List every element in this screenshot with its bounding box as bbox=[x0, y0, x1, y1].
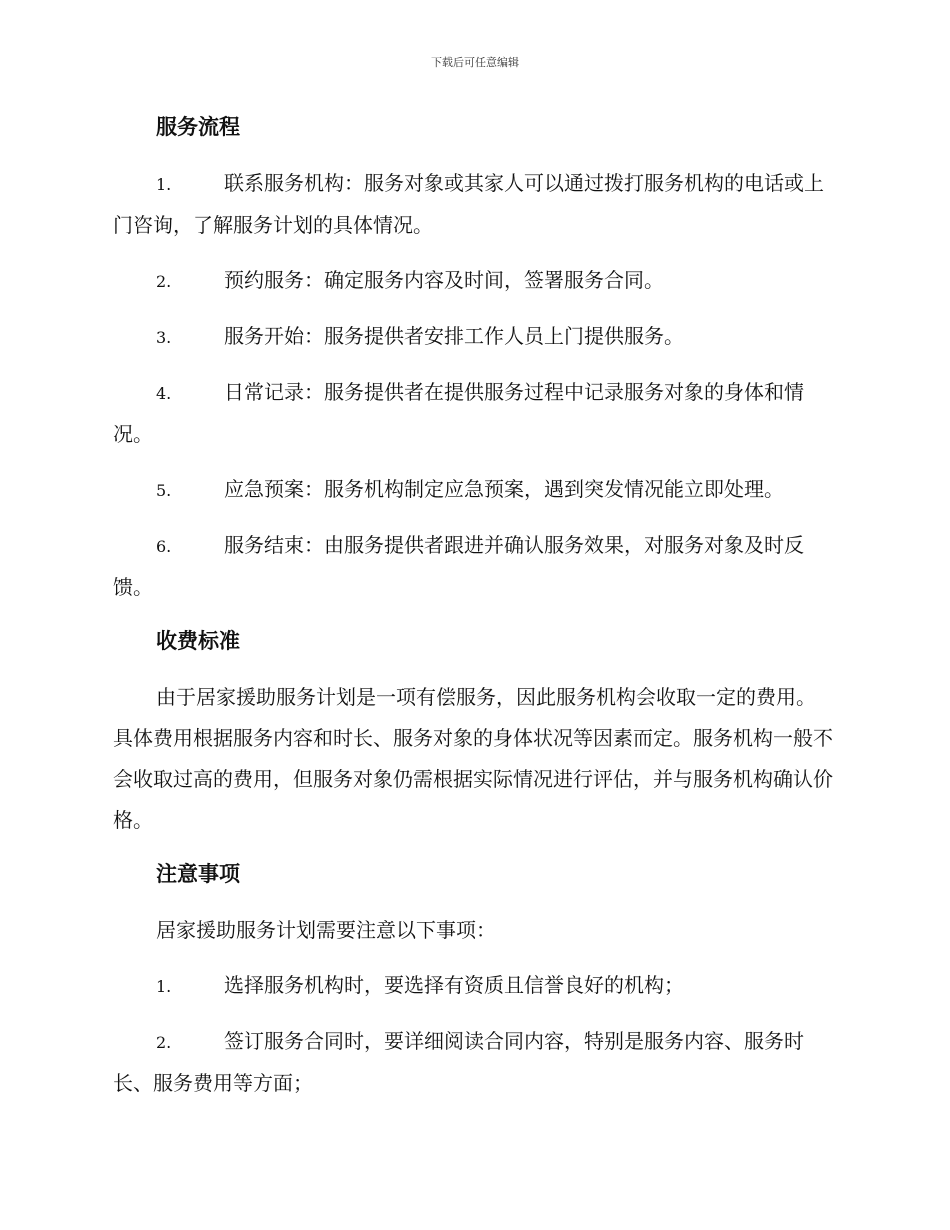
notes-item-number: 1. bbox=[156, 977, 172, 996]
notes-item-number: 2. bbox=[156, 1033, 172, 1052]
process-item-5 bbox=[113, 469, 833, 511]
section-title-process: 服务流程 bbox=[156, 114, 240, 139]
notes-intro: 居家援助服务计划需要注意以下事项： bbox=[156, 918, 496, 942]
page-header: 下载后可任意编辑 bbox=[431, 56, 519, 69]
notes-item-text: 签订服务合同时，要详细阅读合同内容，特别是服务内容、服务时长、服务费用等方面； bbox=[113, 1029, 804, 1095]
process-item-text: 日常记录：服务提供者在提供服务过程中记录服务对象的身体和情况。 bbox=[113, 380, 804, 446]
process-item-number: 6. bbox=[156, 537, 172, 556]
process-item-number: 3. bbox=[156, 328, 172, 347]
process-item-text: 联系服务机构：服务对象或其家人可以通过拨打服务机构的电话或上门咨询，了解服务计划的具体情况。 bbox=[113, 171, 824, 237]
fees-paragraph: 由于居家援助服务计划是一项有偿服务，因此服务机构会收取一定的费用。具体费用根据服务内容和时长、服务对象的身体状况等因素而定。服务机构一般不会收取过高的费用，但服务对象仍需根据实际情况进行评估，并与服务机构确认价格。 bbox=[113, 685, 833, 832]
process-item-text: 服务结束：由服务提供者跟进并确认服务效果，对服务对象及时反馈。 bbox=[113, 533, 804, 599]
notes-item-text: 选择服务机构时，要选择有资质且信誉良好的机构； bbox=[224, 973, 684, 997]
notes-item-2 bbox=[113, 1021, 833, 1104]
process-item-number: 4. bbox=[156, 384, 172, 403]
section-title-fees: 收费标准 bbox=[156, 628, 240, 653]
process-item-text: 应急预案：服务机构制定应急预案，遇到突发情况能立即处理。 bbox=[224, 477, 784, 501]
section-title-notes: 注意事项 bbox=[156, 861, 240, 886]
process-item-6 bbox=[113, 525, 833, 608]
process-item-1 bbox=[113, 163, 833, 246]
process-item-number: 5. bbox=[156, 481, 172, 500]
process-item-number: 1. bbox=[156, 175, 172, 194]
document-body bbox=[113, 108, 833, 1118]
process-item-text: 预约服务：确定服务内容及时间，签署服务合同。 bbox=[224, 268, 664, 292]
process-item-2 bbox=[113, 260, 833, 302]
process-item-number: 2. bbox=[156, 272, 172, 291]
process-item-text: 服务开始：服务提供者安排工作人员上门提供服务。 bbox=[224, 324, 684, 348]
process-item-4 bbox=[113, 372, 833, 455]
process-item-3 bbox=[113, 316, 833, 358]
notes-item-1 bbox=[113, 965, 833, 1007]
